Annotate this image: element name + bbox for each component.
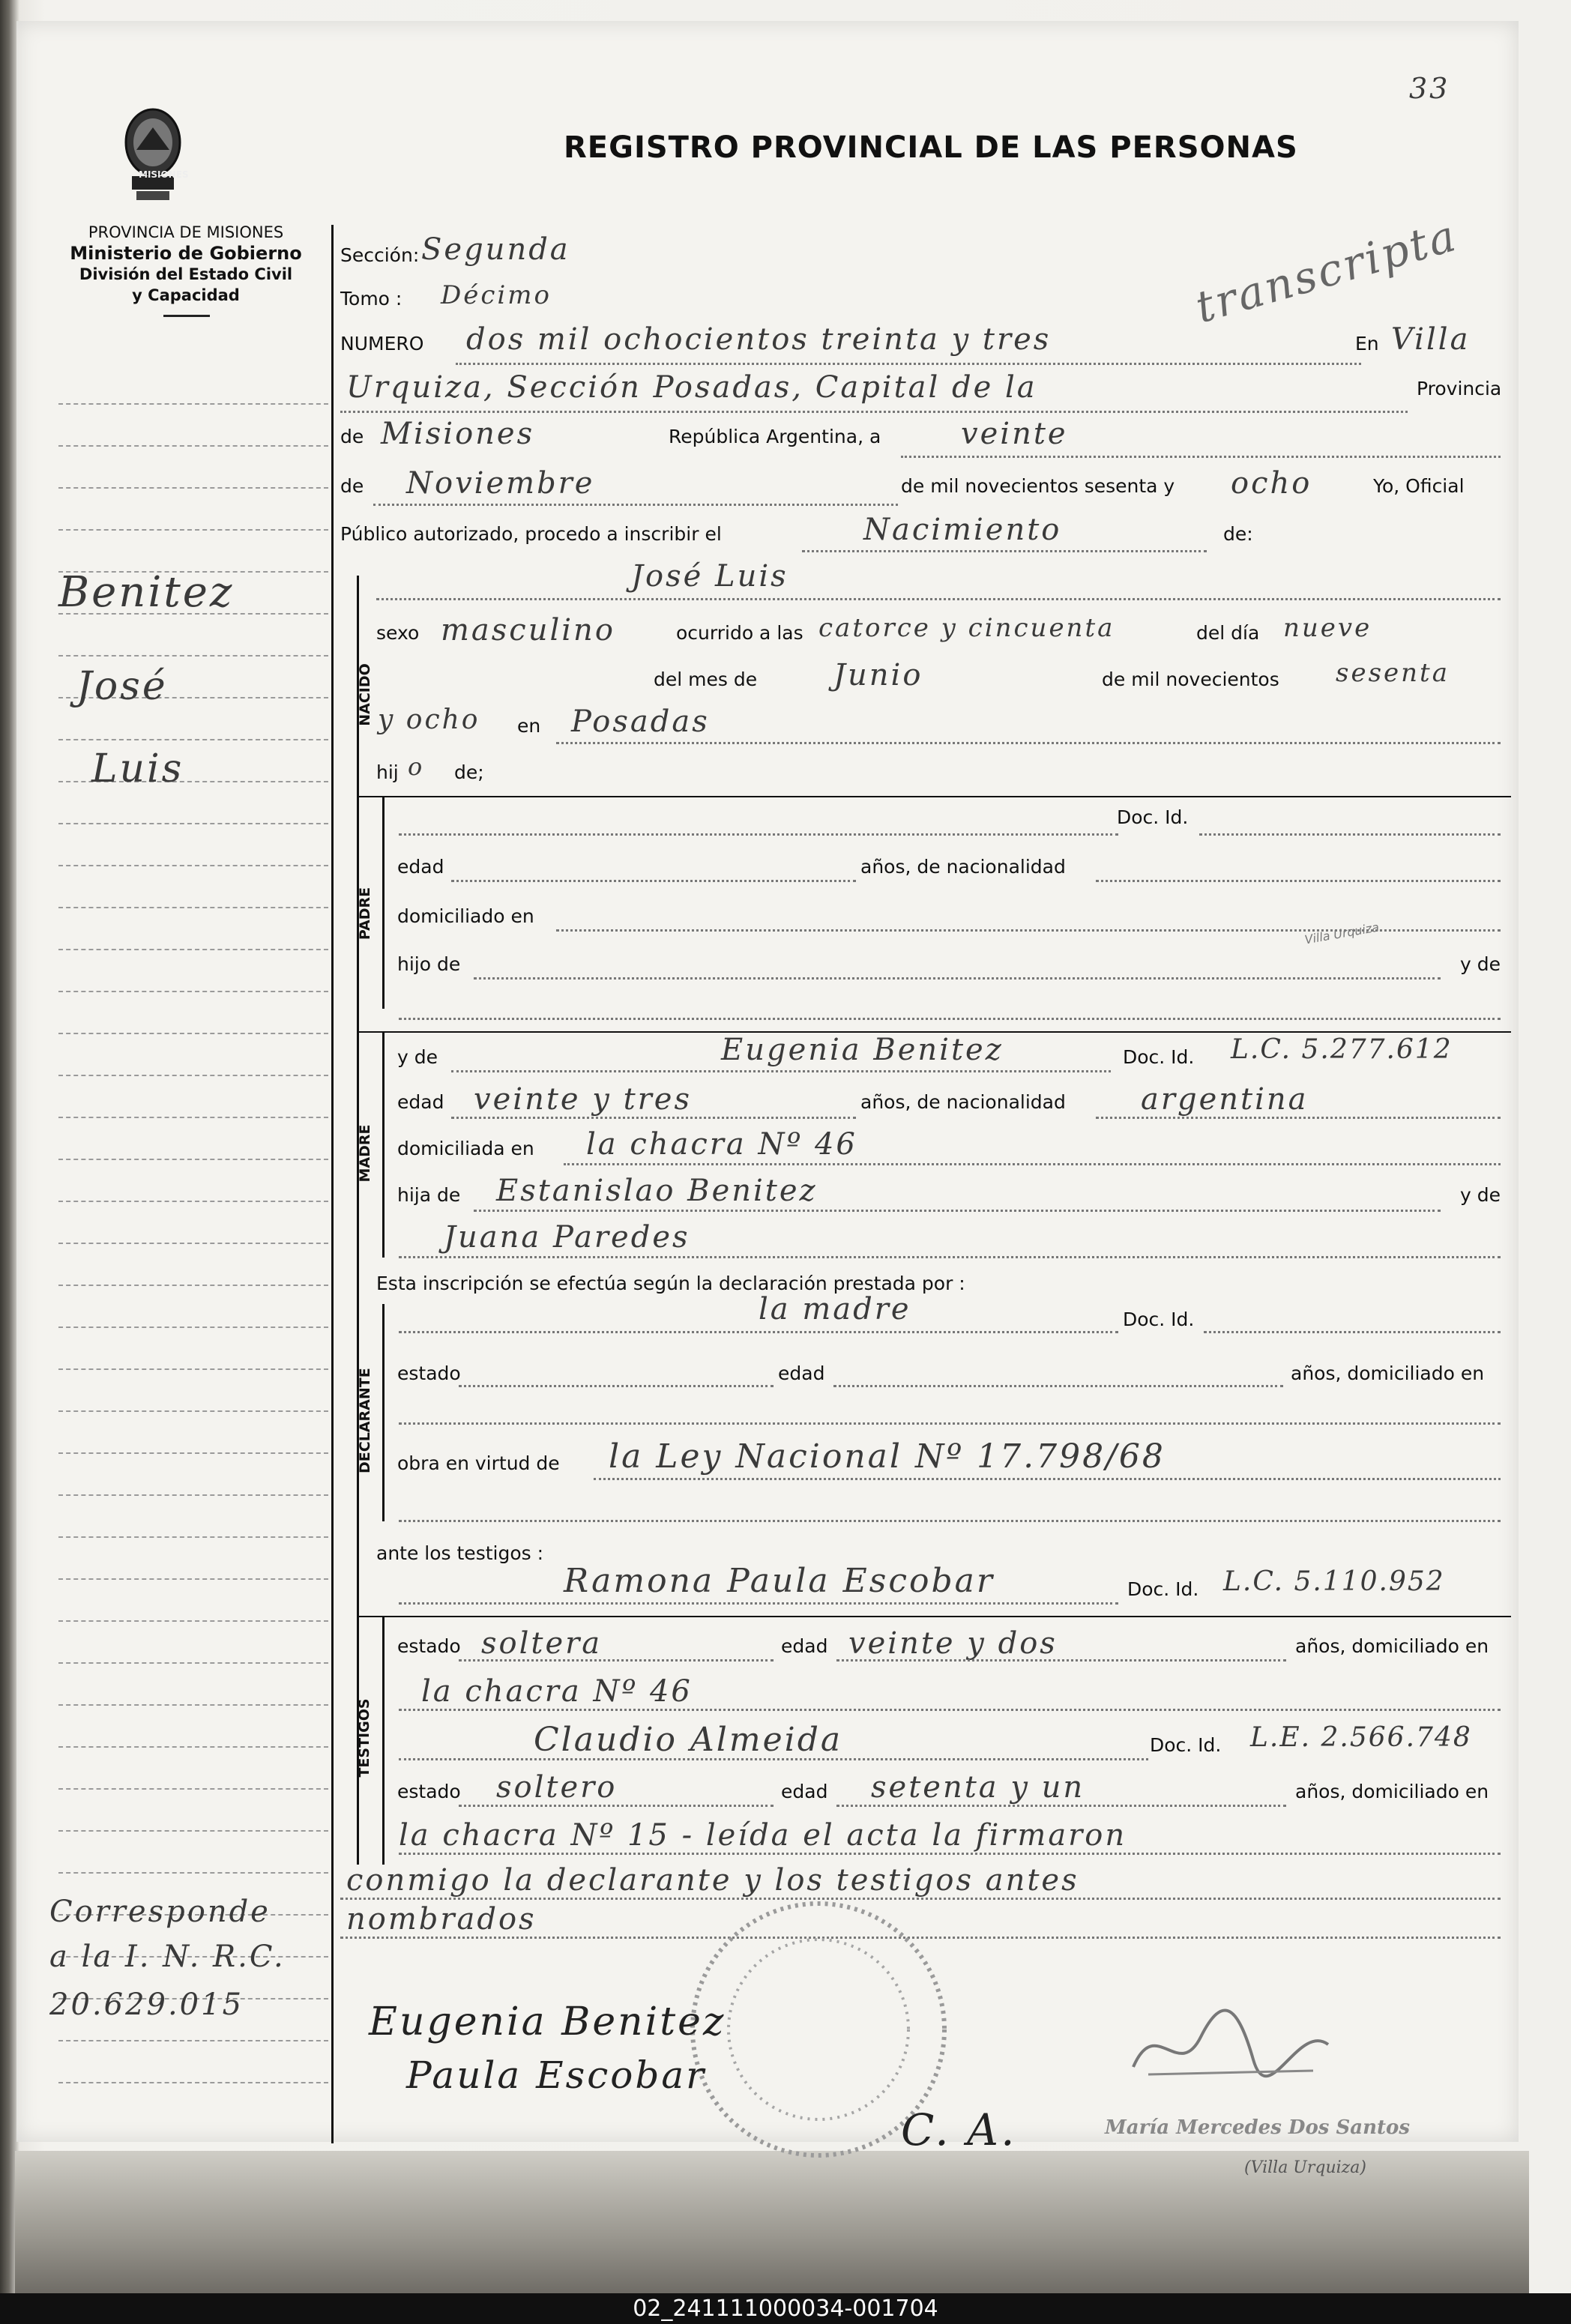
margin-surname: Benitez xyxy=(58,568,235,617)
madre-doc-value: L.C. 5.277.612 xyxy=(1231,1034,1453,1065)
spacer xyxy=(357,1295,1511,1297)
numero-value: dos mil ochocientos treinta y tres xyxy=(466,322,1052,357)
madre-doc-label: Doc. Id. xyxy=(1123,1046,1195,1068)
margin-rule xyxy=(58,1285,328,1286)
capacity-label: y Capacidad xyxy=(132,286,240,304)
margin-rule xyxy=(58,445,328,447)
mes-line xyxy=(373,504,898,506)
madre-edad-label: edad xyxy=(397,1091,444,1113)
padre-edad-label: edad xyxy=(397,856,444,878)
faint-note: Villa Urquiza xyxy=(1303,920,1381,947)
acto-line xyxy=(802,550,1207,552)
anio-nac-2-value: y ocho xyxy=(378,704,480,735)
margin-rule xyxy=(58,1117,328,1118)
testigo2-doc-value: L.E. 2.566.748 xyxy=(1250,1722,1472,1753)
transcripta-stamp: transcripta xyxy=(1189,209,1463,333)
declarante-line xyxy=(399,1331,1118,1333)
margin-rule xyxy=(58,1368,328,1370)
madre-section-label: MADRE xyxy=(357,1124,373,1183)
hij-de-label: de; xyxy=(454,761,484,783)
madre-dom-value: la chacra Nº 46 xyxy=(586,1127,857,1162)
padre-doc-line xyxy=(1199,833,1501,836)
del-dia-label: del día xyxy=(1196,622,1260,644)
declarante-anos-label: años, domiciliado en xyxy=(1291,1362,1485,1384)
madre-hija-label: hija de xyxy=(397,1184,461,1206)
testigo1-dom-value: la chacra Nº 46 xyxy=(421,1674,693,1709)
madre-dom-label: domiciliada en xyxy=(397,1138,534,1159)
lugar-nac-line xyxy=(556,742,1501,744)
margin-rule xyxy=(58,1620,328,1622)
testigo1-line xyxy=(399,1602,1118,1605)
madre-hija-line xyxy=(474,1210,1441,1212)
madre-madre-value: Juana Paredes xyxy=(444,1220,690,1255)
margin-rule xyxy=(58,403,328,405)
tomo-value: Décimo xyxy=(441,280,552,310)
lugar-value: Urquiza, Sección Posadas, Capital de la xyxy=(346,370,1037,405)
margin-correspondence-2: a la I. N. R.C. xyxy=(49,1940,286,1974)
margin-rule xyxy=(58,823,328,824)
testigo1-estado-value: soltera xyxy=(481,1626,603,1661)
margin-rule xyxy=(58,529,328,531)
margin-rule xyxy=(58,739,328,740)
declarante-estado-line xyxy=(459,1385,774,1387)
madre-madre-line xyxy=(399,1256,1501,1258)
margin-rule xyxy=(58,1075,328,1076)
margin-rule xyxy=(58,1704,328,1706)
margin-rule xyxy=(58,991,328,992)
madre-nombre-value: Eugenia Benitez xyxy=(721,1033,1004,1067)
testigo2-value: Claudio Almeida xyxy=(534,1721,843,1759)
dia-line xyxy=(901,456,1501,458)
testigo2-line xyxy=(399,1758,1148,1760)
padre-y-de-label: y de xyxy=(1460,953,1501,975)
publico-label: Público autorizado, procedo a inscribir el xyxy=(340,523,722,545)
seccion-label: Sección: xyxy=(340,244,420,266)
testigo1-dom-line xyxy=(399,1709,1501,1711)
padre-dom-label: domiciliado en xyxy=(397,905,534,927)
header-divider xyxy=(163,315,210,317)
testigo1-doc-label: Doc. Id. xyxy=(1127,1578,1199,1600)
testigo1-edad-value: veinte y dos xyxy=(848,1626,1058,1661)
margin-rule xyxy=(58,1788,328,1790)
declarante-estado-label: estado xyxy=(397,1362,461,1384)
madre-nac-line xyxy=(1096,1117,1501,1119)
testigo1-edad-line xyxy=(836,1659,1286,1661)
margin-rule xyxy=(58,1159,328,1160)
testigo1-anos-label: años, domiciliado en xyxy=(1295,1635,1489,1657)
testigo1-estado-label: estado xyxy=(397,1635,461,1657)
testigo1-doc-value: L.C. 5.110.952 xyxy=(1223,1566,1445,1597)
madre-y-de-2-label: y de xyxy=(1460,1184,1501,1206)
acto-value: Nacimiento xyxy=(863,513,1062,547)
numero-label: NUMERO xyxy=(340,333,424,354)
declarante-edad-line xyxy=(833,1385,1283,1387)
margin-rule xyxy=(58,1243,328,1244)
testigo2-dom-value: la chacra Nº 15 - leída el acta la firmaron xyxy=(399,1818,1127,1853)
page-number: 33 xyxy=(1409,72,1450,105)
testigos-divider xyxy=(382,1617,385,1865)
margin-rule xyxy=(58,1536,328,1538)
margin-rule xyxy=(58,949,328,950)
padre-doc-label: Doc. Id. xyxy=(1117,806,1189,828)
yo-oficial-label: Yo, Oficial xyxy=(1373,475,1465,497)
padre-extra-line xyxy=(399,1018,1501,1020)
margin-rule xyxy=(58,2040,328,2041)
testigo2-anos-label: años, domiciliado en xyxy=(1295,1781,1489,1802)
hora-value: catorce y cincuenta xyxy=(818,613,1115,643)
en-value: Villa xyxy=(1391,322,1471,357)
margin-correspondence-3: 20.629.015 xyxy=(49,1988,244,2022)
nacido-section-label: NACIDO xyxy=(357,663,373,726)
testigo2-dom-line xyxy=(399,1853,1501,1855)
dia-value: veinte xyxy=(961,417,1068,451)
margin-rule xyxy=(58,655,328,657)
testigo2-edad-label: edad xyxy=(781,1781,828,1802)
margin-rule xyxy=(58,1578,328,1580)
testigo1-edad-label: edad xyxy=(781,1635,828,1657)
margin-rule xyxy=(58,907,328,908)
declarante-edad-label: edad xyxy=(778,1362,825,1384)
provincia-value: Misiones xyxy=(381,417,535,451)
padre-hijo-label: hijo de xyxy=(397,953,461,975)
section-rule xyxy=(357,796,1511,797)
ley-line xyxy=(594,1478,1501,1480)
section-rule xyxy=(357,1616,1511,1617)
ministry-label: Ministerio de Gobierno xyxy=(70,243,302,264)
nombre-value: José Luis xyxy=(631,559,788,594)
testigos-section-label: TESTIGOS xyxy=(356,1698,373,1778)
margin-rule xyxy=(58,865,328,866)
madre-divider xyxy=(382,1033,385,1258)
lugar-line xyxy=(340,411,1408,413)
padre-hijo-line xyxy=(474,977,1441,980)
section-divider xyxy=(357,576,359,1865)
testigo2-estado-value: soltero xyxy=(496,1770,618,1805)
margin-rule xyxy=(58,487,328,489)
margin-correspondence-1: Corresponde xyxy=(49,1895,271,1929)
tomo-label: Tomo : xyxy=(340,288,402,310)
margin-rule xyxy=(58,1327,328,1328)
province-label: PROVINCIA DE MISIONES xyxy=(88,223,284,241)
padre-nombre-line xyxy=(399,833,1118,836)
ante-label: ante los testigos : xyxy=(376,1542,544,1564)
sexo-label: sexo xyxy=(376,622,420,644)
ocurrido-label: ocurrido a las xyxy=(676,622,803,644)
margin-rule xyxy=(58,1410,328,1412)
cierre-line-1: conmigo la declarante y los testigos antes xyxy=(346,1863,1079,1898)
margin-rule xyxy=(58,1494,328,1496)
nombre-line xyxy=(376,598,1501,600)
margin-rule xyxy=(58,1746,328,1748)
lugar-nac-value: Posadas xyxy=(571,704,710,739)
obra-label: obra en virtud de xyxy=(397,1452,560,1474)
de-label-2: de xyxy=(340,475,364,497)
provincia-label: Provincia xyxy=(1417,378,1502,399)
republica-label: República Argentina, a xyxy=(669,426,881,447)
testigo2-doc-label: Doc. Id. xyxy=(1150,1734,1222,1756)
testigo2-edad-value: setenta y un xyxy=(871,1770,1085,1805)
madre-padre-value: Estanislao Benitez xyxy=(496,1174,818,1208)
anio-nac-1-value: sesenta xyxy=(1336,658,1450,688)
declarante-doc-line xyxy=(1204,1331,1501,1333)
image-id-footer: 02_241111000034-001704 xyxy=(0,2293,1571,2324)
signature-2: Paula Escobar xyxy=(406,2053,707,2097)
province-emblem xyxy=(121,105,184,232)
margin-rule xyxy=(58,1033,328,1034)
de-colon-label: de: xyxy=(1223,523,1253,545)
de-mil-label: de mil novecientos sesenta y xyxy=(901,475,1175,497)
emblem-label: MISIONES xyxy=(139,169,189,180)
margin-divider xyxy=(331,225,334,2143)
margin-rule xyxy=(58,1830,328,1832)
document-title: REGISTRO PROVINCIAL DE LAS PERSONAS xyxy=(564,130,1298,165)
declarante-dom-line xyxy=(399,1422,1501,1425)
mes-nac-value: Junio xyxy=(833,658,923,692)
testigo2-estado-label: estado xyxy=(397,1781,461,1802)
hij-label: hij xyxy=(376,761,399,783)
margin-name-1: José xyxy=(76,664,168,709)
official-place: (Villa Urquiza) xyxy=(1244,2158,1366,2177)
hij-suffix-value: o xyxy=(408,752,425,781)
de-mil-2-label: de mil novecientos xyxy=(1102,668,1279,690)
madre-nombre-line xyxy=(451,1070,1111,1072)
ley-extra-line xyxy=(399,1520,1501,1522)
inscripcion-label: Esta inscripción se efectúa según la declaración prestada por : xyxy=(376,1273,965,1294)
dia-nac-value: nueve xyxy=(1283,613,1372,643)
numero-line xyxy=(456,363,1361,365)
madre-dom-line xyxy=(564,1163,1501,1165)
seccion-value: Segunda xyxy=(421,232,570,267)
declarante-doc-label: Doc. Id. xyxy=(1123,1309,1195,1330)
signature-1: Eugenia Benitez xyxy=(369,1999,726,2044)
madre-edad-value: veinte y tres xyxy=(474,1082,692,1117)
official-signature xyxy=(1126,1999,1336,2089)
padre-nac-line xyxy=(1096,880,1501,882)
margin-rule xyxy=(58,1201,328,1202)
testigo2-edad-line xyxy=(836,1805,1286,1807)
de-label: de xyxy=(340,426,364,447)
margin-rule xyxy=(58,1662,328,1664)
ley-value: la Ley Nacional Nº 17.798/68 xyxy=(609,1437,1166,1476)
testigo1-estado-line xyxy=(459,1659,774,1661)
margin-rule xyxy=(58,2082,328,2083)
margin-rule xyxy=(58,1452,328,1454)
signature-3: C. A. xyxy=(901,2104,1017,2155)
madre-nac-value: argentina xyxy=(1141,1082,1309,1117)
official-name: María Mercedes Dos Santos xyxy=(1105,2116,1410,2139)
del-mes-label: del mes de xyxy=(654,668,758,690)
padre-section-label: PADRE xyxy=(357,887,373,941)
anio-value: ocho xyxy=(1231,466,1312,501)
declarante-value: la madre xyxy=(759,1292,911,1327)
division-label: División del Estado Civil xyxy=(79,265,293,283)
padre-anos-label: años, de nacionalidad xyxy=(860,856,1066,878)
en-label: En xyxy=(1355,333,1379,354)
margin-rule xyxy=(58,1872,328,1874)
cierre-line-2: nombrados xyxy=(346,1902,537,1937)
madre-anos-label: años, de nacionalidad xyxy=(860,1091,1066,1113)
testigo2-estado-line xyxy=(459,1805,774,1807)
mes-value: Noviembre xyxy=(406,466,595,501)
declarante-divider xyxy=(382,1304,385,1521)
padre-edad-line xyxy=(451,880,856,882)
register-page xyxy=(16,21,1519,2155)
testigo1-value: Ramona Paula Escobar xyxy=(564,1562,995,1600)
padre-divider xyxy=(382,797,385,1009)
madre-y-de-label: y de xyxy=(397,1046,438,1068)
sexo-value: masculino xyxy=(441,613,615,648)
declarante-section-label: DECLARANTE xyxy=(357,1368,373,1473)
madre-edad-line xyxy=(451,1117,856,1119)
en-2-label: en xyxy=(517,715,541,737)
margin-name-2: Luis xyxy=(91,746,184,791)
